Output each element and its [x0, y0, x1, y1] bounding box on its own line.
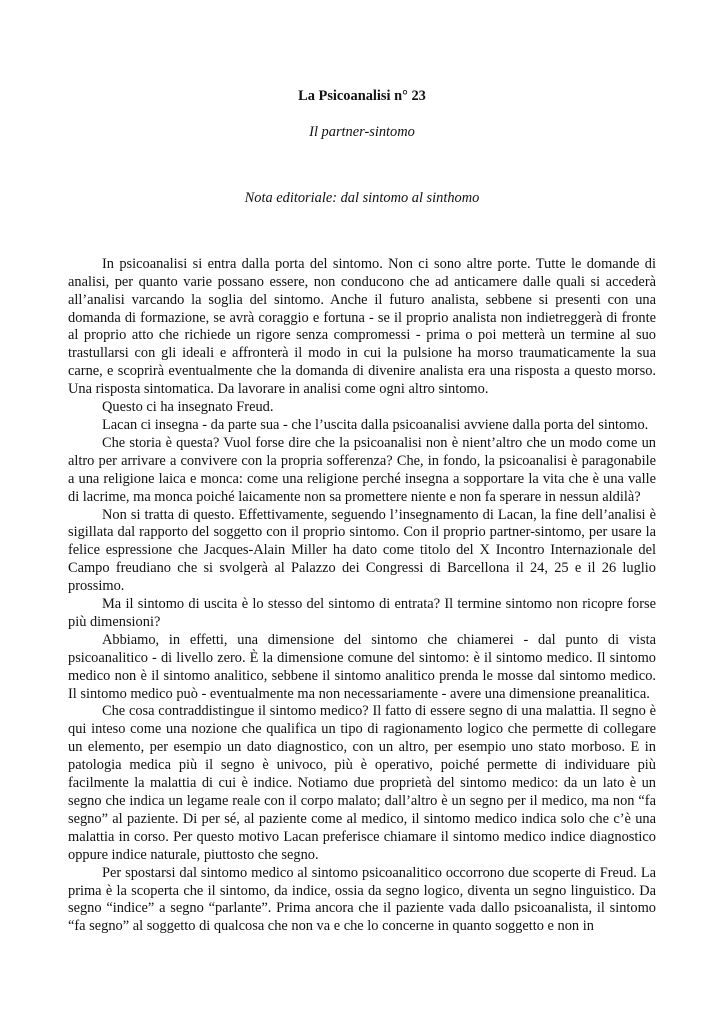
paragraph: Per spostarsi dal sintomo medico al sintomo psicoanalitico occorrono due scoperte di Freud. La prima è la scoperta che il sintomo, da indice, ossia da segno logico, diventa un segno linguistico. Da segno “indice” a segno “parlante”. Prima ancora che il paziente vada dallo psicoanalista, il sintomo “fa segno” al soggetto di qualcosa che non va e che lo concerne in quanto soggetto e non in — [68, 864, 656, 935]
paragraph: Abbiamo, in effetti, una dimensione del sintomo che chiamerei - dal punto di vista psicoanalitico - di livello zero. È la dimensione comune del sintomo: è il sintomo medico. Il sintomo medico non è il sintomo analitico, sebbene il sintomo analitico prenda le mosse dal sintomo medico. Il sintomo medico può - eventualmente ma non necessariamente - avere una dimensione preanalitica. — [68, 631, 656, 702]
paragraph: Questo ci ha insegnato Freud. — [102, 399, 274, 416]
document-page — [68, 88, 656, 936]
paragraph: Che storia è questa? Vuol forse dire che la psicoanalisi non è nient’altro che un modo come un altro per arrivare a convivere con la propria sofferenza? Che, in fondo, la psicoanalisi è paragonabile a una religione laica e monca: come una religione perché insegna a sopportare la vita che è una valle di lacrime, ma monca poiché laicamente non sa promettere niente e non fa sperare in nessun aldilà? — [68, 434, 656, 505]
body-text — [68, 256, 656, 936]
editorial-heading: Nota editoriale: dal sintomo al sinthomo — [244, 189, 480, 206]
paragraph: In psicoanalisi si entra dalla porta del sintomo. Non ci sono altre porte. Tutte le domande di analisi, per quanto varie possano essere, non conducono che ad anticamere dalle quali si accederà all’analisi varcando la soglia del sintomo. Anche il futuro analista, sebbene si presenti con una domanda di formazione, se avrà coraggio e fortuna - se il proprio analista non indietreggerà di fronte al proprio atto che richiede un rigore senza compromessi - prima o poi metterà un termine al suo trastullarsi con gli ideali e affronterà il modo in cui la pulsione ha morso traumaticamente la sua carne, e scoprirà eventualmente che la domanda di divenire analista era una risposta a questo morso. Una risposta sintomatica. Da lavorare in analisi come ogni altro sintomo. — [68, 255, 656, 398]
paragraph: Che cosa contraddistingue il sintomo medico? Il fatto di essere segno di una malattia. Il segno è qui inteso come una nozione che qualifica un tipo di ragionamento logico che permette di collegare un elemento, per esempio un dato diagnostico, con un altro, per esempio uno stato morboso. E in patologia medica più il segno è univoco, più è operativo, poiché permette di individuare più facilmente la malattia di cui è indice. Notiamo due proprietà del sintomo medico: da un lato è un segno che indica un legame reale con il corpo malato; dall’altro è un segno per il medico, ma non “fa segno” al paziente. Di per sé, al paziente come al medico, il sintomo medico indica solo che c’è una malattia in corso. Per questo motivo Lacan preferisce chiamare il sintomo medico indice diagnostico oppure indice naturale, piuttosto che segno. — [68, 703, 656, 863]
document-title: La Psicoanalisi n° 23 — [298, 88, 426, 104]
paragraph: Non si tratta di questo. Effettivamente, seguendo l’insegnamento di Lacan, la fine dell’analisi è sigillata dal rapporto del soggetto con il proprio sintomo. Con il proprio partner-sintomo, per usare la felice espressione che Jacques-Alain Miller ha dato come titolo del X Incontro Internazionale del Campo freudiano che si svolgerà al Palazzo dei Congressi di Barcellona il 24, 25 e il 26 luglio prossimo. — [68, 506, 656, 595]
paragraph: Lacan ci insegna - da parte sua - che l’uscita dalla psicoanalisi avviene dalla porta del sintomo. — [102, 416, 649, 433]
document-subtitle: Il partner-sintomo — [309, 124, 415, 140]
paragraph: Ma il sintomo di uscita è lo stesso del sintomo di entrata? Il termine sintomo non ricopre forse più dimensioni? — [68, 596, 656, 630]
